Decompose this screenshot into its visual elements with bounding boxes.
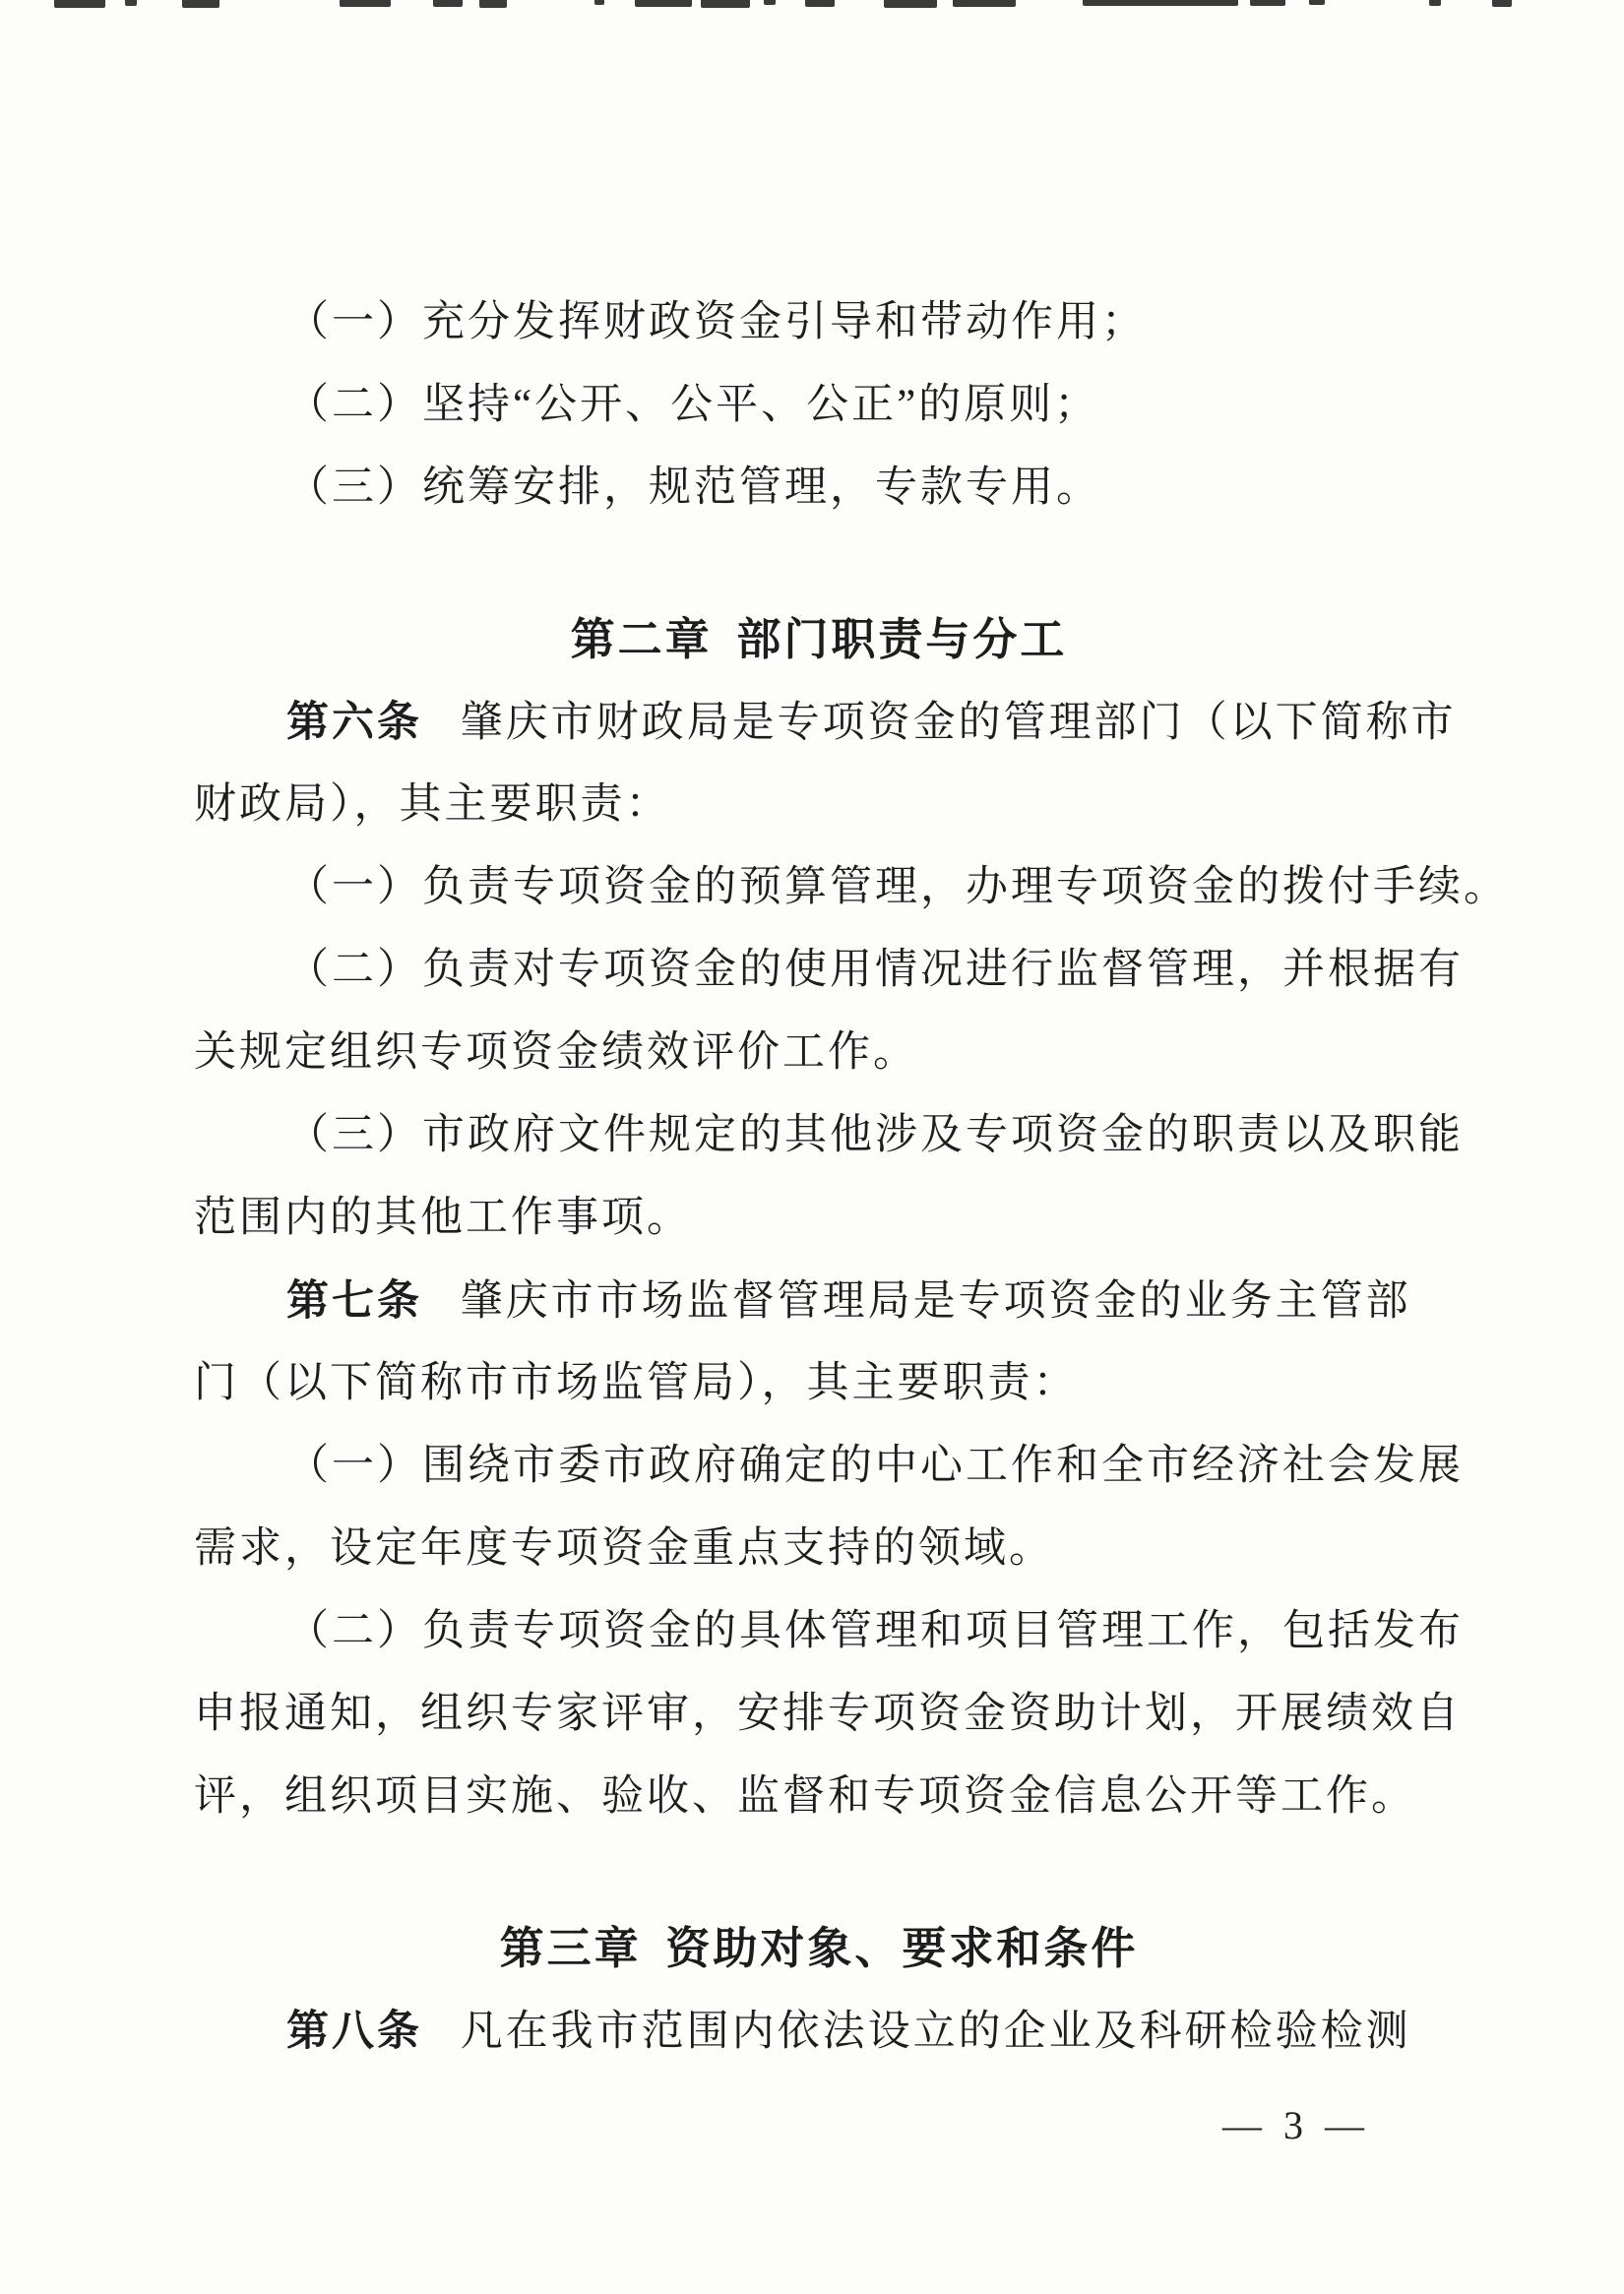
text-line xyxy=(194,1990,1444,2073)
text-run: 申报通知，组织专家评审，安排专项资金资助计划，开展绩效自 xyxy=(194,1691,1462,1737)
line-lead-run: 第六条 xyxy=(286,699,422,746)
cropped-text-artifact xyxy=(125,0,137,6)
text-line xyxy=(194,1590,1464,1673)
text-run: （一）充分发挥财政资金引导和带动作用； xyxy=(286,299,1147,345)
line-lead-run: 第三章 xyxy=(499,1923,642,1973)
cropped-text-artifact xyxy=(635,0,692,7)
text-run: 财政局），其主要职责： xyxy=(194,781,671,828)
cropped-text-artifact xyxy=(1083,0,1238,6)
text-line xyxy=(194,1177,1444,1260)
text-line xyxy=(194,1094,1464,1177)
cropped-text-artifact xyxy=(1492,0,1512,7)
cropped-text-artifact xyxy=(479,0,507,8)
chapter-heading xyxy=(194,598,1444,681)
text-run: （三）市政府文件规定的其他涉及专项资金的职责以及职能 xyxy=(286,1112,1464,1158)
text-line xyxy=(194,846,1509,929)
text-line xyxy=(194,1508,1444,1590)
text-run: （一）围绕市委市政府确定的中心工作和全市经济社会发展 xyxy=(286,1443,1464,1489)
text-run: 凡在我市范围内依法设立的企业及科研检验检测 xyxy=(460,2009,1411,2055)
text-run: 评，组织项目实施、验收、监督和专项资金信息公开等工作。 xyxy=(194,1773,1416,1820)
text-run: （二）负责专项资金的具体管理和项目管理工作，包括发布 xyxy=(286,1608,1464,1654)
cropped-text-artifact xyxy=(433,0,463,7)
line-lead-run: 第八条 xyxy=(286,2008,422,2055)
text-line xyxy=(194,681,1457,764)
cropped-text-artifact xyxy=(805,0,835,7)
cropped-text-artifact xyxy=(1309,0,1325,5)
text-line xyxy=(194,1425,1464,1508)
cropped-text-artifact xyxy=(182,0,219,8)
cropped-text-artifact xyxy=(884,0,937,8)
text-line xyxy=(194,364,1444,447)
cropped-text-artifact xyxy=(54,0,105,8)
text-run: 门（以下简称市市场监管局），其主要职责： xyxy=(194,1360,1079,1406)
text-run: 范围内的其他工作事项。 xyxy=(194,1195,692,1241)
text-run: 需求，设定年度专项资金重点支持的领域。 xyxy=(194,1525,1054,1572)
text-line xyxy=(194,1342,1444,1425)
line-lead-run: 第七条 xyxy=(286,1277,422,1325)
text-run: （三）统筹安排，规范管理，专款专用。 xyxy=(286,465,1101,511)
text-line xyxy=(194,1756,1444,1838)
text-line xyxy=(194,1260,1444,1342)
text-line xyxy=(194,929,1464,1012)
page-number: — 3 — xyxy=(1222,2103,1370,2147)
page-top-artifacts xyxy=(0,0,1624,12)
text-run: 关规定组织专项资金绩效评价工作。 xyxy=(194,1029,918,1076)
text-run: 资助对象、要求和条件 xyxy=(665,1923,1139,1973)
text-run: （一）负责专项资金的预算管理，办理专项资金的拨付手续。 xyxy=(286,864,1509,910)
text-run: 部门职责与分工 xyxy=(736,614,1068,664)
text-run: 肇庆市市场监督管理局是专项资金的业务主管部 xyxy=(460,1278,1411,1325)
text-line xyxy=(194,1673,1462,1756)
line-lead-run: 第二章 xyxy=(570,614,713,664)
cropped-text-artifact xyxy=(594,0,604,5)
cropped-text-artifact xyxy=(953,0,1016,7)
cropped-text-artifact xyxy=(1429,0,1441,6)
text-line xyxy=(194,281,1444,364)
chapter-heading xyxy=(194,1907,1444,1990)
text-run: （二）负责对专项资金的使用情况进行监督管理，并根据有 xyxy=(286,947,1464,993)
cropped-text-artifact xyxy=(701,0,750,8)
text-line xyxy=(194,1012,1444,1094)
text-run: 肇庆市财政局是专项资金的管理部门（以下简称市 xyxy=(460,700,1457,746)
cropped-text-artifact xyxy=(764,0,776,5)
text-run: （二）坚持“公开、公平、公正”的原则； xyxy=(286,382,1100,428)
cropped-text-artifact xyxy=(1250,0,1285,6)
cropped-text-artifact xyxy=(340,0,391,7)
text-line xyxy=(194,764,1444,846)
text-line xyxy=(194,447,1444,529)
